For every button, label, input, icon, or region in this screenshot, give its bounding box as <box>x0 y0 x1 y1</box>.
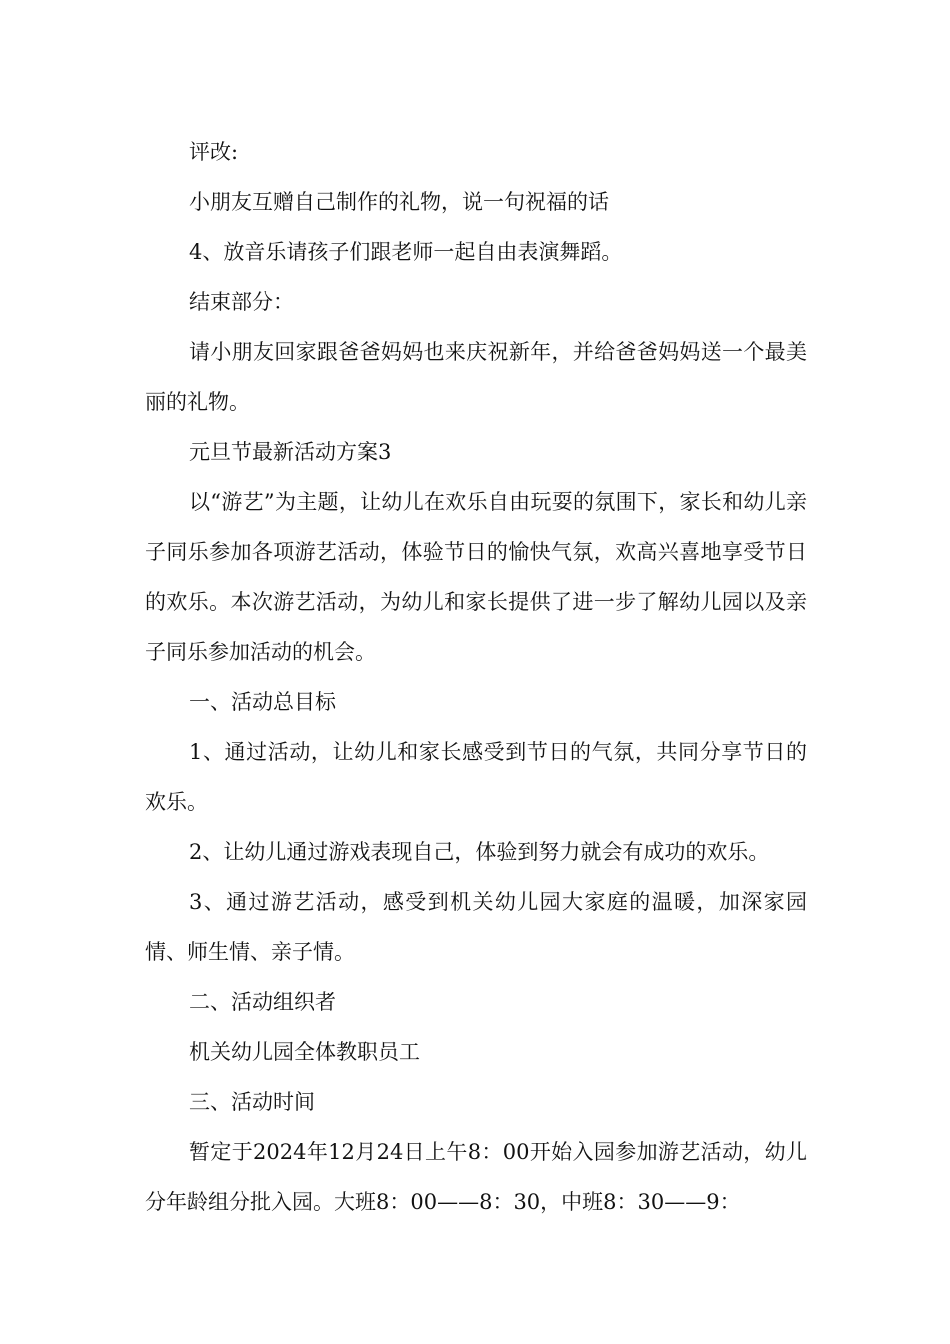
paragraph-review: 评改: <box>189 140 239 164</box>
paragraph-intro: 以“游艺”为主题，让幼儿在欢乐自由玩耍的氛围下，家长和幼儿亲子同乐参加各项游艺活动，体验节日的愉快气氛，欢高兴喜地享受节日的欢乐。本次游艺活动，为幼儿和家长提供了进一步了解幼儿园以及亲子同乐参加活动的机会。 <box>145 490 807 664</box>
paragraph-gift-exchange: 小朋友互赠自己制作的礼物，说一句祝福的话 <box>189 190 609 214</box>
paragraph-dance: 4、放音乐请孩子们跟老师一起自由表演舞蹈。 <box>189 240 623 264</box>
heading-organizers: 二、活动组织者 <box>189 990 336 1014</box>
goal-item-2: 2、让幼儿通过游戏表现自己，体验到努力就会有成功的欢乐。 <box>189 840 770 864</box>
heading-activity-time: 三、活动时间 <box>189 1090 315 1114</box>
paragraph-organizers: 机关幼儿园全体教职员工 <box>189 1040 420 1064</box>
goal-item-1: 1、通过活动，让幼儿和家长感受到节日的气氛，共同分享节日的欢乐。 <box>145 740 807 814</box>
paragraph-ending-heading: 结束部分： <box>189 290 294 314</box>
document-body <box>145 127 807 1227</box>
paragraph-ending-text: 请小朋友回家跟爸爸妈妈也来庆祝新年，并给爸爸妈妈送一个最美丽的礼物。 <box>145 340 807 414</box>
goal-item-3: 3、通过游艺活动，感受到机关幼儿园大家庭的温暖，加深家园情、师生情、亲子情。 <box>145 890 807 964</box>
heading-overall-goals: 一、活动总目标 <box>189 690 336 714</box>
section-title-plan-3: 元旦节最新活动方案3 <box>189 440 392 464</box>
paragraph-activity-time: 暂定于2024年12月24日上午8：00开始入园参加游艺活动，幼儿分年龄组分批入园。大班8：00——8：30，中班8：30——9： <box>145 1140 807 1214</box>
